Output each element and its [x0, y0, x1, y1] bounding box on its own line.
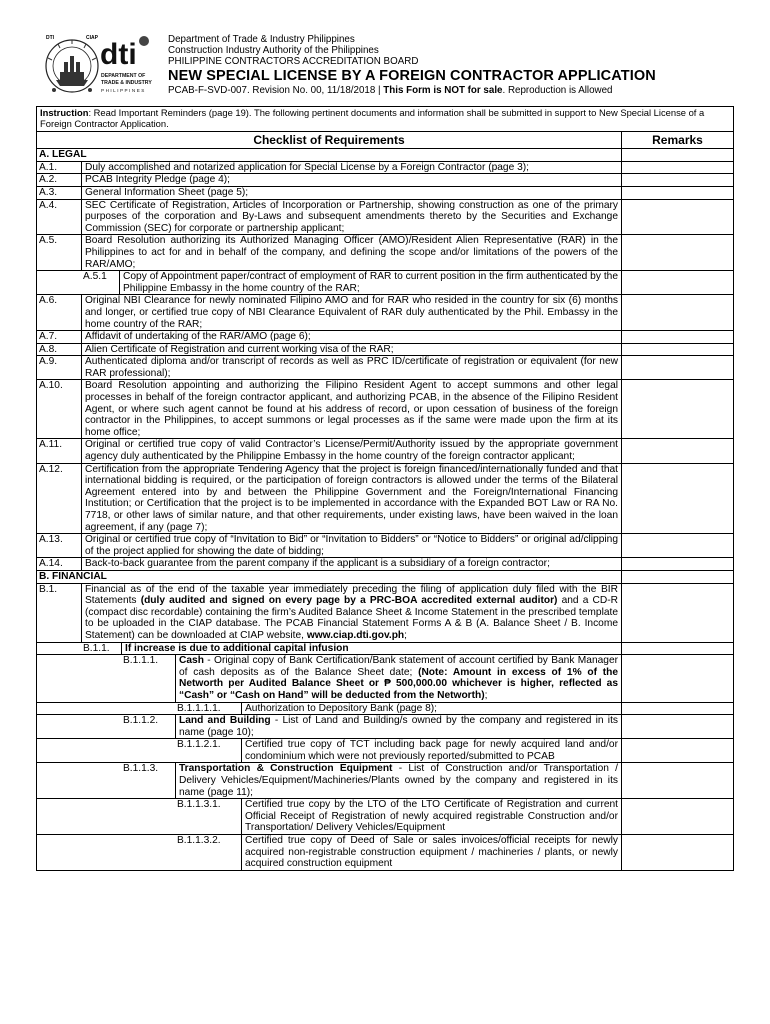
- table-row: [37, 380, 733, 439]
- item-code: A.10.: [39, 380, 63, 392]
- ciap-website-link[interactable]: www.ciap.dti.gov.ph: [306, 629, 405, 641]
- remarks-cell[interactable]: [622, 464, 733, 534]
- remarks-cell[interactable]: [622, 558, 733, 570]
- instruction-block: [37, 107, 733, 132]
- reproduction-notice: . Reproduction is Allowed: [502, 85, 613, 96]
- item-text: SEC Certificate of Registration, Articles of Incorporation or Partnership, showing construction as one of the primary purposes of the corporation and By-Laws and subsequent amendments thereto by the Securities and Exchange Commission (SEC) for corporate or partnership applicant;: [81, 200, 621, 235]
- table-row: [37, 295, 733, 331]
- header-department: Department of Trade & Industry Philippines: [168, 34, 355, 45]
- table-row: [37, 643, 733, 656]
- remarks-cell[interactable]: [622, 584, 733, 642]
- remarks-cell[interactable]: [622, 571, 733, 583]
- item-text: Back-to-back guarantee from the parent company if the applicant is a subsidiary of a foreign contractor;: [81, 558, 621, 570]
- remarks-cell[interactable]: [622, 655, 733, 701]
- b113-text-bold: Transportation & Construction Equipment: [179, 763, 393, 775]
- checklist-table: [36, 106, 734, 871]
- header-board: PHILIPPINE CONTRACTORS ACCREDITATION BOARD: [168, 56, 419, 67]
- b111-text-bold: Cash: [179, 655, 204, 667]
- document-title: NEW SPECIAL LICENSE BY A FOREIGN CONTRACTOR APPLICATION: [168, 68, 656, 84]
- remarks-cell[interactable]: [622, 187, 733, 199]
- table-row: [37, 763, 733, 799]
- remarks-cell[interactable]: [622, 703, 733, 715]
- remarks-cell[interactable]: [622, 235, 733, 270]
- remarks-cell[interactable]: [622, 174, 733, 186]
- seal-label-ciap: CIAP: [86, 35, 98, 41]
- table-row: [37, 799, 733, 835]
- item-code: B.1.1.3.: [123, 763, 159, 775]
- b1-text-bold: (duly audited and signed on every page by a PRC-BOA accredited external auditor): [140, 595, 558, 607]
- b1-text-part: ;: [404, 629, 408, 641]
- item-code: A.3.: [39, 186, 58, 198]
- section-heading-row: [37, 571, 733, 584]
- table-row: [37, 464, 733, 535]
- remarks-cell[interactable]: [622, 439, 733, 462]
- section-financial-heading: B. FINANCIAL: [39, 570, 107, 582]
- item-code: A.2.: [39, 174, 58, 186]
- item-code: A.13.: [39, 534, 63, 546]
- item-text: [175, 715, 621, 738]
- remarks-cell[interactable]: [622, 799, 733, 834]
- table-row: [37, 187, 733, 200]
- table-row: [37, 715, 733, 739]
- b111-text-part: ;: [484, 689, 488, 701]
- remarks-cell[interactable]: [622, 356, 733, 379]
- remarks-cell[interactable]: [622, 643, 733, 655]
- item-code: A.5.1: [83, 271, 107, 283]
- document-header: [36, 30, 736, 102]
- remarks-cell[interactable]: [622, 162, 733, 174]
- header-authority: Construction Industry Authority of the Philippines: [168, 45, 379, 56]
- table-row: [37, 703, 733, 716]
- item-code: B.1.1.3.1.: [177, 799, 221, 811]
- item-text: If increase is due to additional capital infusion: [121, 643, 621, 655]
- item-code: A.1.: [39, 161, 58, 173]
- table-row: [37, 655, 733, 702]
- item-code: A.7.: [39, 331, 58, 343]
- item-text: [175, 655, 621, 701]
- table-row: [37, 739, 733, 763]
- ciap-seal-logo: [42, 32, 102, 98]
- item-text: Original or certified true copy of “Invitation to Bid” or “Invitation to Bidders” or “Notice to Bidders” or original ad/clipping of the project applied for showing the date of bidding;: [81, 534, 621, 557]
- remarks-cell[interactable]: [622, 149, 733, 161]
- section-legal-heading: A. LEGAL: [39, 149, 87, 161]
- item-text: [175, 763, 621, 798]
- item-code: B.1.1.2.: [123, 715, 159, 727]
- item-code: A.5.: [39, 235, 58, 247]
- item-text: Copy of Appointment paper/contract of employment of RAR to current position in the firm authenticated by the Philippine Embassy in the home country of the RAR;: [119, 271, 621, 294]
- remarks-cell[interactable]: [622, 835, 733, 870]
- table-row: [37, 356, 733, 380]
- b111-text-part: - Original copy of Bank Certification/Bank statement of account certified by Bank Manager of cash deposits as of the Balance Sheet date;: [179, 655, 618, 678]
- item-text: Certified true copy by the LTO of the LTO Certificate of Registration and current Official Receipt of Registration of newly acquired registrable Construction and/or Transportation/ Delivery Vehicles/Equipment: [241, 799, 621, 834]
- remarks-cell[interactable]: [622, 739, 733, 762]
- item-text: Certified true copy of TCT including back page for newly acquired land and/or condominium which were not previously reported/submitted to PCAB: [241, 739, 621, 762]
- table-row: [37, 534, 733, 558]
- not-for-sale-notice: This Form is NOT for sale: [383, 85, 503, 96]
- item-code: B.1.1.2.1.: [177, 739, 221, 751]
- item-text: General Information Sheet (page 5);: [81, 187, 621, 199]
- remarks-cell[interactable]: [622, 715, 733, 738]
- table-row: [37, 331, 733, 344]
- table-row: [37, 200, 733, 236]
- form-revision-line: [168, 85, 728, 97]
- item-code: A.14.: [39, 558, 63, 570]
- item-code: B.1.: [39, 583, 58, 595]
- table-row: [37, 439, 733, 463]
- b113-text-part: - List of Construction and/or Transportation / Delivery Vehicles/Equipment/Machineries/Plants owned by the company and registered in its name (page 11);: [179, 763, 618, 798]
- remarks-cell[interactable]: [622, 200, 733, 235]
- b1-text-part: Financial as of the end of the taxable year immediately preceding the filing of application duly filed with the BIR Statements: [85, 583, 618, 607]
- item-code: B.1.1.1.: [123, 655, 159, 667]
- item-text: Affidavit of undertaking of the RAR/AMO (page 6);: [81, 331, 621, 343]
- remarks-cell[interactable]: [622, 295, 733, 330]
- dti-logo-text: dti: [100, 38, 137, 71]
- item-text: Certified true copy of Deed of Sale or sales invoices/official receipts for newly acquired non-registrable construction equipment / machineries / plants, or newly acquired construction equipment: [241, 835, 621, 870]
- dti-logo-sub1: DEPARTMENT OF: [101, 73, 146, 79]
- item-code: A.6.: [39, 295, 58, 307]
- item-text: Original or certified true copy of valid Contractor’s License/Permit/Authority issued by the appropriate government agency duly authenticated by the Philippine Embassy in the home country of the foreign contractor applicant;: [81, 439, 621, 462]
- remarks-column-header: Remarks: [652, 133, 703, 148]
- b1-text-part: and a CD-R (compact disc recordable) containing the firm’s Audited Balance Sheet & Income Statement in the prescribed template to be uploaded in the CIAP database. The PCAB Financial Statement Forms A & B (A. Balance Sheet / B. Income Statement) can be downloaded at CIAP website,: [85, 595, 618, 641]
- table-row: [37, 174, 733, 187]
- instruction-text: : Read Important Reminders (page 19). The following pertinent documents and information shall be submitted in support to New Special License of a Foreign Contractor Application.: [40, 107, 705, 129]
- dti-logo-sub3: PHILIPPINES: [101, 88, 146, 93]
- b111-note: (Note: Amount in excess of 1% of the Networth per Audited Balance Sheet or ₱ 500,000.00 whichever is higher, reflected as “Cash” or “Cash on Hand” will be deducted from the Networth): [179, 666, 618, 701]
- table-row: [37, 344, 733, 357]
- table-row: [37, 835, 733, 870]
- checklist-column-header: Checklist of Requirements: [37, 132, 622, 148]
- form-number: PCAB-F-SVD-007. Revision No. 00, 11/18/2018 |: [168, 85, 384, 96]
- section-heading-row: [37, 149, 733, 162]
- item-text: Board Resolution appointing and authorizing the Filipino Resident Agent to accept summons and other legal processes in behalf of the foreign contractor applicant, and authorizing PCAB, in the absence of the Filipino Resident Agent, or where such agent cannot be found at his address of record, or upon cessation of business of the foreign contractor in the Philippines, to accept summons or legal processes as if the same were made upon the firm at its home office;: [81, 380, 621, 438]
- item-code: A.12.: [39, 463, 63, 475]
- table-row: [37, 271, 733, 295]
- item-code: A.9.: [39, 356, 58, 368]
- remarks-cell[interactable]: [622, 331, 733, 343]
- seal-label-dti: DTI: [46, 35, 55, 41]
- dti-logo-sub2: TRADE & INDUSTRY: [101, 80, 152, 86]
- b112-text-bold: Land and Building: [179, 715, 271, 727]
- table-row: [37, 558, 733, 571]
- item-text: Duly accomplished and notarized application for Special License by a Foreign Contractor (page 3);: [81, 162, 621, 174]
- b112-text-part: - List of Land and Building/s owned by the company and registered in its name (page 10);: [179, 715, 618, 738]
- item-text: Authorization to Depository Bank (page 8);: [241, 703, 621, 715]
- table-row: [37, 235, 733, 271]
- remarks-cell[interactable]: [622, 271, 733, 294]
- remarks-cell[interactable]: [622, 534, 733, 557]
- item-code: A.8.: [39, 343, 58, 355]
- header-text: [168, 34, 728, 97]
- item-text: [81, 584, 621, 642]
- remarks-cell[interactable]: [622, 380, 733, 438]
- remarks-cell[interactable]: [622, 344, 733, 356]
- table-row: [37, 584, 733, 643]
- item-code: B.1.1.3.2.: [177, 835, 221, 847]
- item-text: PCAB Integrity Pledge (page 4);: [81, 174, 621, 186]
- instruction-label: Instruction: [40, 107, 89, 118]
- item-text: Authenticated diploma and/or transcript of records as well as PRC ID/certificate of registration or equivalent (for new RAR professional);: [81, 356, 621, 379]
- item-code: B.1.1.1.1.: [177, 702, 221, 714]
- table-header-row: [37, 132, 733, 149]
- item-code: B.1.1.: [83, 642, 110, 654]
- item-text: Board Resolution authorizing its Authorized Managing Officer (AMO)/Resident Alien Representative (RAR) in the Philippines to act for and in behalf of the company, and defining the scope and/or limitations of the powers of the RAR/AMO;: [81, 235, 621, 270]
- remarks-cell[interactable]: [622, 763, 733, 798]
- item-text: Alien Certificate of Registration and current working visa of the RAR;: [81, 344, 621, 356]
- table-row: [37, 162, 733, 175]
- item-text: Original NBI Clearance for newly nominated Filipino AMO and for RAR who resided in the country for six (6) months and longer, or certified true copy of NBI Clearance Equivalent of RAR duly authenticated by the Phil. Embassy in the home country of the RAR;: [81, 295, 621, 330]
- item-text: Certification from the appropriate Tendering Agency that the project is foreign financed/internationally funded and that international bidding is required, or the participation of foreign contractors is allowed under the terms of the Bilateral Agreement entered into by and between the Philippine Government and the Foreign/International Financing Institution; or Certification that the project is to be implemented in accordance with the Expanded BOT Law or RA No. 7718, or other laws of similar nature, and that other requirements, under existing laws, have been waived in the loan agreement, if any (page 7);: [81, 464, 621, 534]
- item-code: A.11.: [39, 439, 63, 451]
- item-code: A.4.: [39, 199, 58, 211]
- dti-logo: [98, 32, 156, 98]
